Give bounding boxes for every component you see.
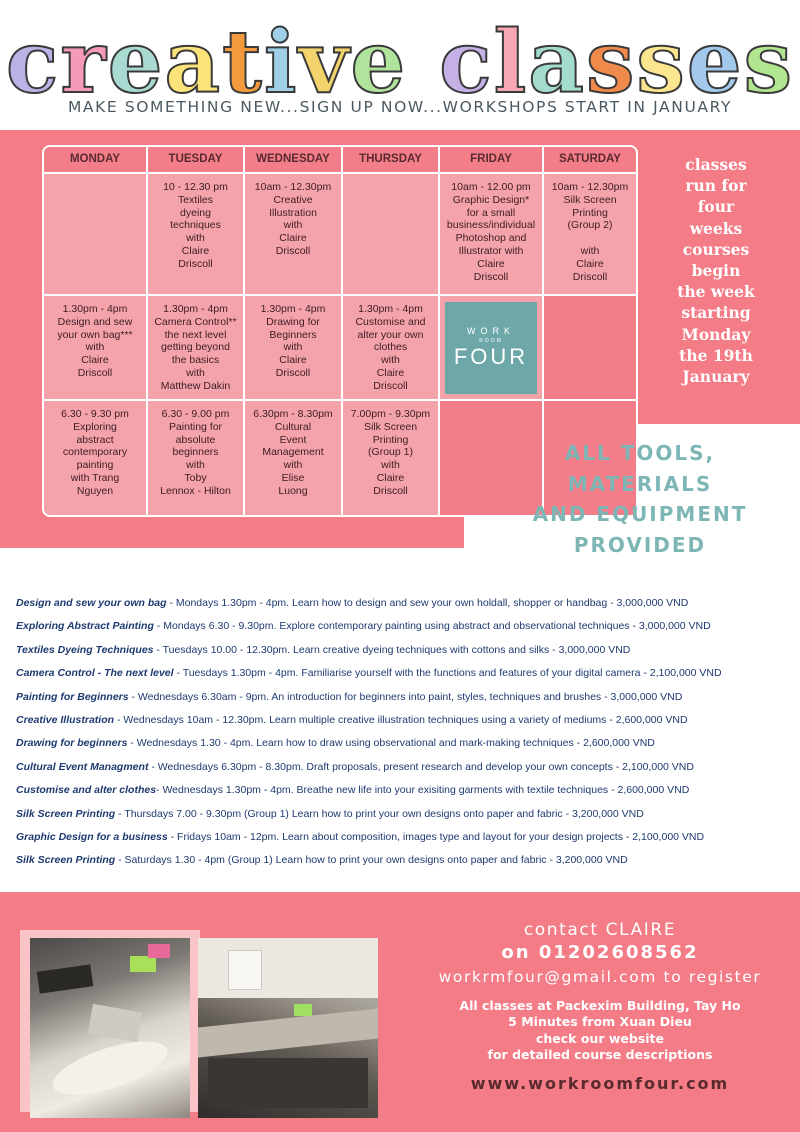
course-description: - Thursdays 7.00 - 9.30pm (Group 1) Learn how to print your own designs onto paper and fabric - 3,200,000 VND bbox=[115, 807, 644, 820]
course-description: - Fridays 10am - 12pm. Learn about composition, images type and layout for your design projects - 2,100,000 VND bbox=[167, 831, 705, 844]
poster-title bbox=[0, 12, 800, 113]
contact-name: contact CLAIRE bbox=[523, 920, 677, 940]
course-item bbox=[16, 849, 800, 872]
title-letter: e bbox=[350, 12, 408, 113]
slot-wednesday-afternoon: 1.30pm - 4pm Drawing for Beginners with Claire Driscoll bbox=[245, 296, 343, 401]
course-description: - Tuesdays 1.30pm - 4pm. Familiarise yourself with the functions and features of your digital camera - 2,100,000 VND bbox=[173, 667, 722, 680]
venue-details: All classes at Packexim Building, Tay Ho 5 Minutes from Xuan Dieu check our website for detailed course descriptions bbox=[459, 998, 741, 1063]
course-name: Textiles Dyeing Techniques bbox=[16, 643, 154, 656]
course-item bbox=[16, 686, 800, 709]
course-name: Graphic Design for a business bbox=[16, 831, 168, 844]
title-letter: e bbox=[686, 12, 744, 113]
course-item bbox=[16, 592, 800, 615]
course-description: - Saturdays 1.30 - 4pm (Group 1) Learn how to print your own designs onto paper and fabric - 3,200,000 VND bbox=[115, 854, 628, 867]
day-header-saturday: SATURDAY bbox=[544, 147, 636, 174]
course-item bbox=[16, 779, 800, 802]
website-link: www.workroomfour.com bbox=[470, 1074, 730, 1093]
title-letter: l bbox=[493, 12, 529, 113]
course-description: - Wednesdays 6.30am - 9pm. An introduction for beginners into paint, styles, techniques and brushes - 3,000,000 VND bbox=[128, 690, 683, 703]
logo-text-top: WORK bbox=[467, 326, 515, 336]
course-name: Creative Illustration bbox=[16, 714, 115, 727]
title-letter: s bbox=[636, 12, 687, 113]
workshop-photo-table bbox=[30, 938, 190, 1118]
slot-thursday-afternoon: 1.30pm - 4pm Customise and alter your own clothes with Claire Driscoll bbox=[343, 296, 440, 401]
course-description: - Wednesdays 1.30 - 4pm. Learn how to draw using observational and mark-making techniques - 2,600,000 VND bbox=[127, 737, 655, 750]
course-item bbox=[16, 662, 800, 685]
course-name: Camera Control - The next level bbox=[16, 667, 174, 680]
title-letter: c bbox=[6, 12, 61, 113]
course-name: Silk Screen Printing bbox=[16, 854, 116, 867]
day-header-thursday: THURSDAY bbox=[343, 147, 440, 174]
title-letter: e bbox=[107, 12, 165, 113]
day-header-monday: MONDAY bbox=[44, 147, 148, 174]
course-description: - Mondays 1.30pm - 4pm. Learn how to design and sew your own holdall, shopper or handbag - 3,000,000 VND bbox=[166, 597, 689, 609]
title-letter: t bbox=[222, 12, 264, 113]
contact-email: workrmfour@gmail.com to register bbox=[438, 968, 762, 986]
title-letter: s bbox=[743, 12, 794, 113]
course-item bbox=[16, 732, 800, 755]
title-letter: c bbox=[439, 12, 494, 113]
slot-wednesday-morning: 10am - 12.30pm Creative Illustration with Claire Driscoll bbox=[245, 174, 343, 296]
course-name: Exploring Abstract Painting bbox=[16, 620, 154, 633]
slot-thursday-morning bbox=[343, 174, 440, 296]
course-name: Cultural Event Managment bbox=[16, 760, 149, 773]
course-description: - Wednesdays 10am - 12.30pm. Learn multiple creative illustration techniques using a variety of mediums - 2,600,000 VND bbox=[114, 714, 688, 727]
slot-thursday-evening: 7.00pm - 9.30pm Silk Screen Printing (Group 1) with Claire Driscoll bbox=[343, 401, 440, 515]
logo-text-bottom: FOUR bbox=[453, 344, 529, 369]
poster-subtitle: MAKE SOMETHING NEW...SIGN UP NOW...WORKSHOPS START IN JANUARY bbox=[67, 98, 733, 116]
title-letter: r bbox=[60, 12, 108, 113]
workroom-four-logo bbox=[445, 302, 537, 394]
slot-tuesday-afternoon: 1.30pm - 4pm Camera Control** the next level getting beyond the basics with Matthew Dakin bbox=[148, 296, 245, 401]
logo-text-mid: ROOM bbox=[479, 338, 503, 344]
slot-monday-morning bbox=[44, 174, 148, 296]
tools-provided-text: ALL TOOLS, MATERIALS AND EQUIPMENT PROVIDED bbox=[532, 441, 748, 557]
course-item bbox=[16, 803, 800, 826]
slot-monday-afternoon: 1.30pm - 4pm Design and sew your own bag*** with Claire Driscoll bbox=[44, 296, 148, 401]
title-letter: v bbox=[298, 12, 351, 113]
schedule-note: classes run for four weeks courses begin the week starting Monday the 19th January bbox=[677, 155, 755, 387]
title-letter: s bbox=[586, 12, 637, 113]
title-letter: a bbox=[528, 12, 586, 113]
slot-friday-morning: 10am - 12.00 pm Graphic Design* for a small business/individual Photoshop and Illustrator with Claire Driscoll bbox=[440, 174, 544, 296]
slot-saturday-morning: 10am - 12.30pm Silk Screen Printing (Group 2) with Claire Driscoll bbox=[544, 174, 636, 296]
title-letter: i bbox=[263, 12, 299, 113]
course-item bbox=[16, 826, 800, 849]
workshop-photo-room bbox=[198, 938, 378, 1118]
slot-saturday-afternoon bbox=[544, 296, 636, 401]
course-name: Painting for Beginners bbox=[16, 690, 129, 703]
course-item bbox=[16, 756, 800, 779]
course-item bbox=[16, 615, 800, 638]
logo-cell bbox=[440, 296, 544, 401]
slot-tuesday-morning: 10 - 12.30 pm Textiles dyeing techniques with Claire Driscoll bbox=[148, 174, 245, 296]
course-description: - Wednesdays 6.30pm - 8.30pm. Draft proposals, present research and develop your own concepts - 2,100,000 VND bbox=[148, 760, 694, 773]
contact-phone: on 01202608562 bbox=[501, 942, 699, 963]
course-item bbox=[16, 639, 800, 662]
slot-monday-evening: 6.30 - 9.30 pm Exploring abstract contemporary painting with Trang Nguyen bbox=[44, 401, 148, 515]
day-header-tuesday: TUESDAY bbox=[148, 147, 245, 174]
day-header-wednesday: WEDNESDAY bbox=[245, 147, 343, 174]
course-description: - Tuesdays 10.00 - 12.30pm. Learn creative dyeing techniques with cottons and silks - 3,000,000 VND bbox=[153, 643, 631, 656]
day-header-friday: FRIDAY bbox=[440, 147, 544, 174]
course-name: Design and sew your own bag bbox=[16, 597, 167, 609]
course-name: Silk Screen Printing bbox=[16, 807, 116, 820]
course-name: Drawing for beginners bbox=[16, 737, 128, 750]
slot-tuesday-evening: 6.30 - 9.00 pm Painting for absolute beginners with Toby Lennox - Hilton bbox=[148, 401, 245, 515]
course-list bbox=[16, 592, 800, 873]
slot-wednesday-evening: 6.30pm - 8.30pm Cultural Event Management with Elise Luong bbox=[245, 401, 343, 515]
course-description: - Mondays 6.30 - 9.30pm. Explore contemporary painting using abstract and observational techniques - 3,000,000 VND bbox=[153, 620, 711, 633]
course-item bbox=[16, 709, 800, 732]
course-description: - Wednesdays 1.30pm - 4pm. Breathe new life into your exisiting garments with textile techniques - 2,600,000 VND bbox=[156, 784, 690, 797]
title-letter: a bbox=[164, 12, 223, 113]
course-name: Customise and alter clothes bbox=[16, 784, 157, 797]
